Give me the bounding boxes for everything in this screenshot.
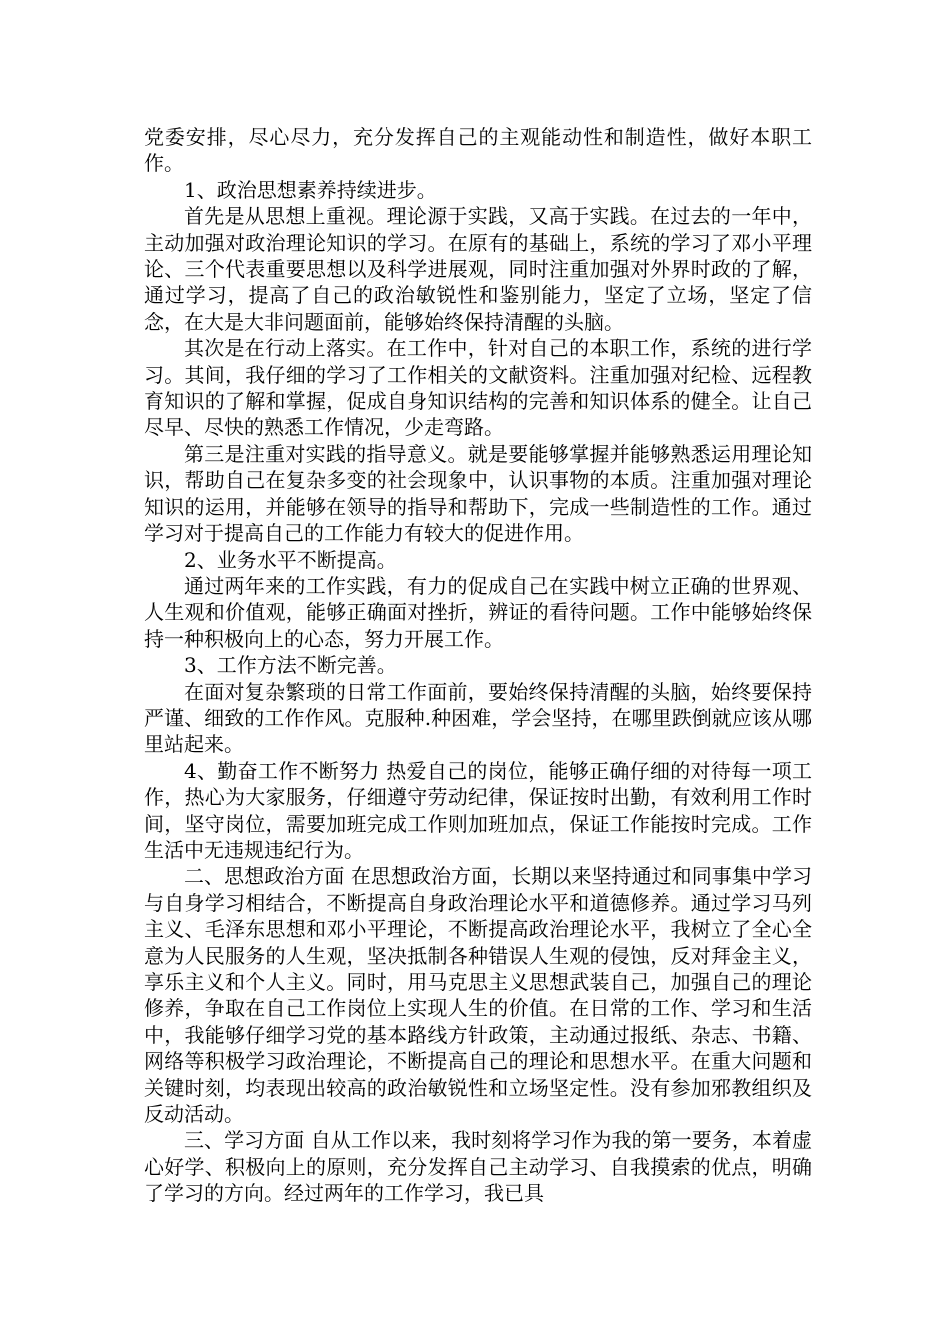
paragraph-study: 三、学习方面 自从工作以来，我时刻将学习作为我的第一要务，本着虚心好学、积极向上的原则，充分发挥自己主动学习、自我摸索的优点，明确了学习的方向。经过两年的工作学习，我已具: [144, 1128, 812, 1206]
heading-work-method: 3、工作方法不断完善。: [184, 653, 397, 678]
paragraph-ideology: 首先是从思想上重视。理论源于实践，又高于实践。在过去的一年中，主动加强对政治理论知识的学习。在原有的基础上，系统的学习了邓小平理论、三个代表重要思想以及科学进展观，同时注重加强对外界时政的了解，通过学习，提高了自己的政治敏锐性和鉴别能力，坚定了立场，坚定了信念，在大是大非问题面前，能够始终保持清醒的头脑。: [144, 204, 812, 334]
paragraph-work-method: 在面对复杂繁琐的日常工作面前，要始终保持清醒的头脑，始终要保持严谨、细致的工作作风。克服种.种困难，学会坚持，在哪里跌倒就应该从哪里站起来。: [144, 679, 812, 757]
paragraph-work-practice: 通过两年来的工作实践，有力的促成自己在实践中树立正确的世界观、人生观和价值观，能够正确面对挫折，辨证的看待问题。工作中能够始终保持一种积极向上的心态，努力开展工作。: [144, 573, 812, 651]
paragraph-action: 其次是在行动上落实。在工作中，针对自己的本职工作，系统的进行学习。其间，我仔细的学习了工作相关的文献资料。注重加强对纪检、远程教育知识的了解和掌握，促成自身知识结构的完善和知识体系的健全。让自己尽早、尽快的熟悉工作情况，少走弯路。: [144, 336, 812, 440]
paragraph-political-thought: 二、思想政治方面 在思想政治方面，长期以来坚持通过和同事集中学习与自身学习相结合，不断提高自身政治理论水平和道德修养。通过学习马列主义、毛泽东思想和邓小平理论，不断提高政治理论水平，我树立了全心全意为人民服务的人生观，坚决抵制各种错误人生观的侵蚀，反对拜金主义，享乐主义和个人主义。同时，用马克思主义思想武装自己，加强自己的理论修养，争取在自己工作岗位上实现人生的价值。在日常的工作、学习和生活中，我能够仔细学习党的基本路线方针政策，主动通过报纸、杂志、书籍、网络等积极学习政治理论，不断提高自己的理论和思想水平。在重大问题和关键时刻，均表现出较高的政治敏锐性和立场坚定性。没有参加邪教组织及反动活动。: [144, 864, 812, 1127]
paragraph-diligence: 4、勤奋工作不断努力 热爱自己的岗位，能够正确仔细的对待每一项工作，热心为大家服务，仔细遵守劳动纪律，保证按时出勤，有效利用工作时间，坚守岗位，需要加班完成工作则加班加点，保证工作能按时完成。工作生活中无违规违纪行为。: [144, 758, 812, 862]
paragraph-practice: 第三是注重对实践的指导意义。就是要能够掌握并能够熟悉运用理论知识，帮助自己在复杂多变的社会现象中，认识事物的本质。注重加强对理论知识的运用，并能够在领导的指导和帮助下，完成一些制造性的工作。通过学习对于提高自己的工作能力有较大的促进作用。: [144, 441, 812, 546]
heading-political-literacy: 1、政治思想素养持续进步。: [184, 177, 437, 202]
heading-business-level: 2、业务水平不断提高。: [184, 547, 397, 572]
paragraph-1: 党委安排，尽心尽力，充分发挥自己的主观能动性和制造性，做好本职工作。: [144, 125, 812, 176]
document-page: [144, 124, 812, 1207]
